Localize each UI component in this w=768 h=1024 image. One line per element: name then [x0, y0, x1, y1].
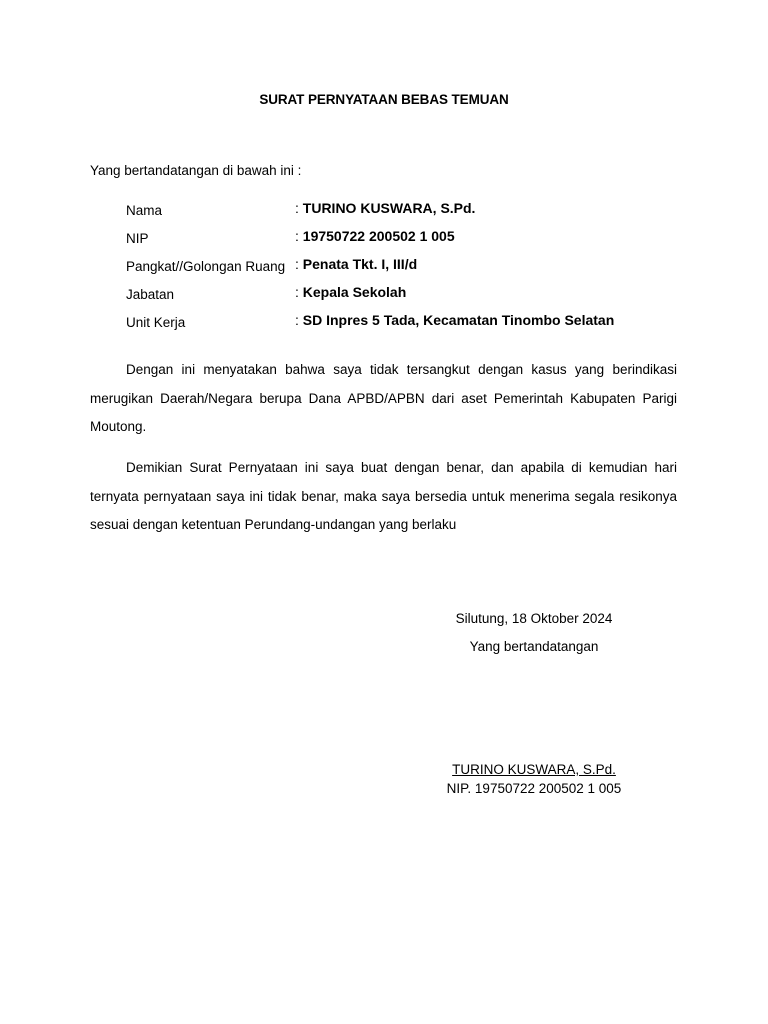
identity-value-text: SD Inpres 5 Tada, Kecamatan Tinombo Selatan	[302, 312, 615, 328]
identity-value-text: Penata Tkt. I, III/d	[302, 256, 418, 272]
identity-row-unit-kerja	[126, 312, 706, 332]
identity-row-nama	[126, 200, 706, 220]
identity-label: Unit Kerja	[126, 315, 186, 330]
identity-value	[295, 312, 614, 328]
signature-role: Yang bertandatangan	[469, 639, 599, 654]
identity-row-pangkat	[126, 256, 706, 276]
signature-name-text: TURINO KUSWARA, S.Pd.	[452, 762, 616, 777]
identity-row-jabatan	[126, 284, 706, 304]
identity-value	[295, 200, 475, 216]
colon: :	[295, 256, 299, 272]
document-title: SURAT PERNYATAAN BEBAS TEMUAN	[259, 92, 509, 107]
identity-value-text: Kepala Sekolah	[302, 284, 407, 300]
identity-value	[295, 256, 417, 272]
colon: :	[295, 312, 299, 328]
colon: :	[295, 228, 299, 244]
signature-nip: NIP. 19750722 200502 1 005	[446, 781, 622, 796]
identity-value-text: TURINO KUSWARA, S.Pd.	[302, 200, 476, 216]
colon: :	[295, 284, 299, 300]
identity-label: Jabatan	[126, 287, 175, 302]
identity-value-text: 19750722 200502 1 005	[302, 228, 455, 244]
identity-value	[295, 284, 406, 300]
identity-label: Nama	[126, 203, 163, 218]
statement-paragraph: Dengan ini menyatakan bahwa saya tidak tersangkut dengan kasus yang berindikasi merugikan Daerah/Negara berupa Dana APBD/APBN dari aset Pemerintah Kabupaten Parigi Moutong.	[90, 362, 677, 434]
intro-text: Yang bertandatangan di bawah ini :	[90, 163, 302, 178]
identity-value	[295, 228, 455, 244]
signature-place-date: Silutung, 18 Oktober 2024	[455, 611, 613, 626]
identity-row-nip	[126, 228, 706, 248]
colon: :	[295, 200, 299, 216]
closing-paragraph: Demikian Surat Pernyataan ini saya buat dengan benar, dan apabila di kemudian hari ternyata pernyataan saya ini tidak benar, maka saya bersedia untuk menerima segala resikonya sesuai dengan ketentuan Perundang-undangan yang berlaku	[90, 460, 677, 532]
signature-name	[400, 762, 668, 777]
identity-label: Pangkat//Golongan Ruang	[126, 259, 286, 274]
identity-label: NIP	[126, 231, 149, 246]
